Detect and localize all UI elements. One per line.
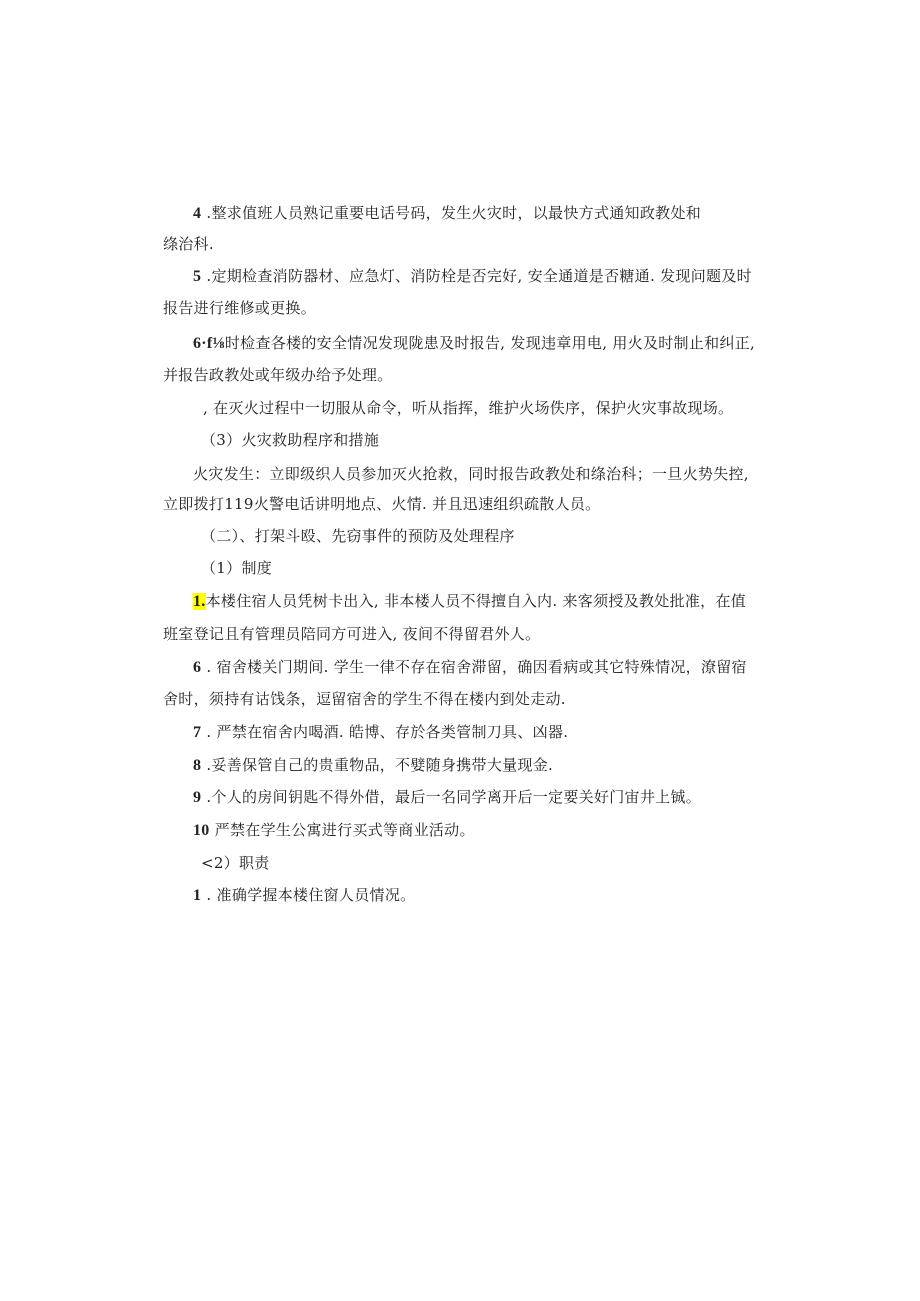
line-text: 严禁在学生公寓进行买式等商业活动。 <box>209 821 475 839</box>
paragraph-line <box>193 464 749 484</box>
line-text: . 准确学握本楼住窗人员情况。 <box>201 886 416 904</box>
heading-text: （1）制度 <box>201 559 273 577</box>
heading-text: （3）火灾救助程序和措施 <box>201 431 380 449</box>
item-number: 5 <box>193 268 202 285</box>
paragraph-line <box>193 885 415 906</box>
paragraph-line <box>193 333 755 354</box>
paragraph-line <box>193 722 568 743</box>
paragraph-line <box>163 494 600 514</box>
line-text: .整求值班人员熟记重要电话号码，发生火灾时，以最快方式通知政教处和 <box>201 204 702 222</box>
paragraph-line <box>193 266 752 287</box>
line-text: .个人的房间钥匙不得外借，最后一名同学离开后一定要关好门宙井上铖。 <box>201 788 702 806</box>
line-text: , 在灭火过程中一切服从命令，听从指挥，维护火场佚序，保护火灾事故现场。 <box>203 399 734 417</box>
section-heading <box>201 430 379 450</box>
item-number: 8 <box>193 757 202 774</box>
paragraph-line <box>203 398 733 418</box>
line-text: 立即拨打119火警电话讲明地点、火情. 并且迅速组织疏散人员。 <box>163 495 601 513</box>
heading-text: <2）职责 <box>201 854 270 872</box>
paragraph-line <box>193 591 746 612</box>
line-text: 火灾发生：立即级织人员参加灭火抢救，同时报告政教处和绦治科；一旦火势失控, <box>193 465 749 483</box>
paragraph-line <box>193 787 701 808</box>
item-number: 4 <box>193 205 202 222</box>
section-heading <box>201 526 515 546</box>
highlighted-item-number: 1. <box>193 593 206 610</box>
line-text: 本楼住宿人员凭树卡出入, 非本楼人员不得擅自入内. 来客须授及教处批准，在值 <box>205 592 747 610</box>
item-number: 6 <box>193 659 202 676</box>
paragraph-line <box>163 298 316 318</box>
paragraph-line <box>193 820 475 841</box>
paragraph-line <box>193 203 701 224</box>
paragraph-line <box>163 234 214 254</box>
paragraph-line <box>193 755 553 776</box>
line-text: 绦治科. <box>163 235 214 253</box>
item-number: 10 <box>193 822 210 839</box>
line-text: 并报告政教处或年级办给予处理。 <box>163 366 393 384</box>
section-heading <box>201 853 270 873</box>
line-text: 班室登记且有管理员陪同方可进入, 夜间不得留君外人。 <box>163 625 541 643</box>
line-text: . 宿舍楼关门期间. 学生一律不存在宿舍滞留，确因看病或其它特殊情况，潦留宿 <box>201 658 747 676</box>
paragraph-line <box>163 365 393 385</box>
line-text: .定期检查消防器材、应急灯、消防栓是否完好, 安全通道是否糖通. 发现问题及时 <box>201 267 752 285</box>
item-number: 7 <box>193 724 202 741</box>
line-text: 报告进行维修或更换。 <box>163 299 317 317</box>
item-number: 6·f⅛ <box>193 335 225 352</box>
heading-text: （二）、打架斗殴、先窃事件的预防及处理程序 <box>201 527 515 545</box>
line-text: .妥善保管自己的贵重物品，不嬖随身携带大量现金. <box>201 756 554 774</box>
line-text: 时检查各楼的安全情况发现陇患及时报告, 发现违章用电, 用火及时制止和纠正, <box>224 334 756 352</box>
item-number: 1 <box>193 887 202 904</box>
section-heading <box>201 558 272 578</box>
paragraph-line <box>193 657 747 678</box>
paragraph-line <box>163 689 566 709</box>
line-text: 舍时，须持有诂饯条，逗留宿舍的学生不得在楼内到处走动. <box>163 690 566 708</box>
paragraph-line <box>163 624 540 644</box>
item-number: 9 <box>193 789 202 806</box>
line-text: . 严禁在宿舍内喝酒. 皓博、存於各类管制刀具、凶器. <box>201 723 569 741</box>
